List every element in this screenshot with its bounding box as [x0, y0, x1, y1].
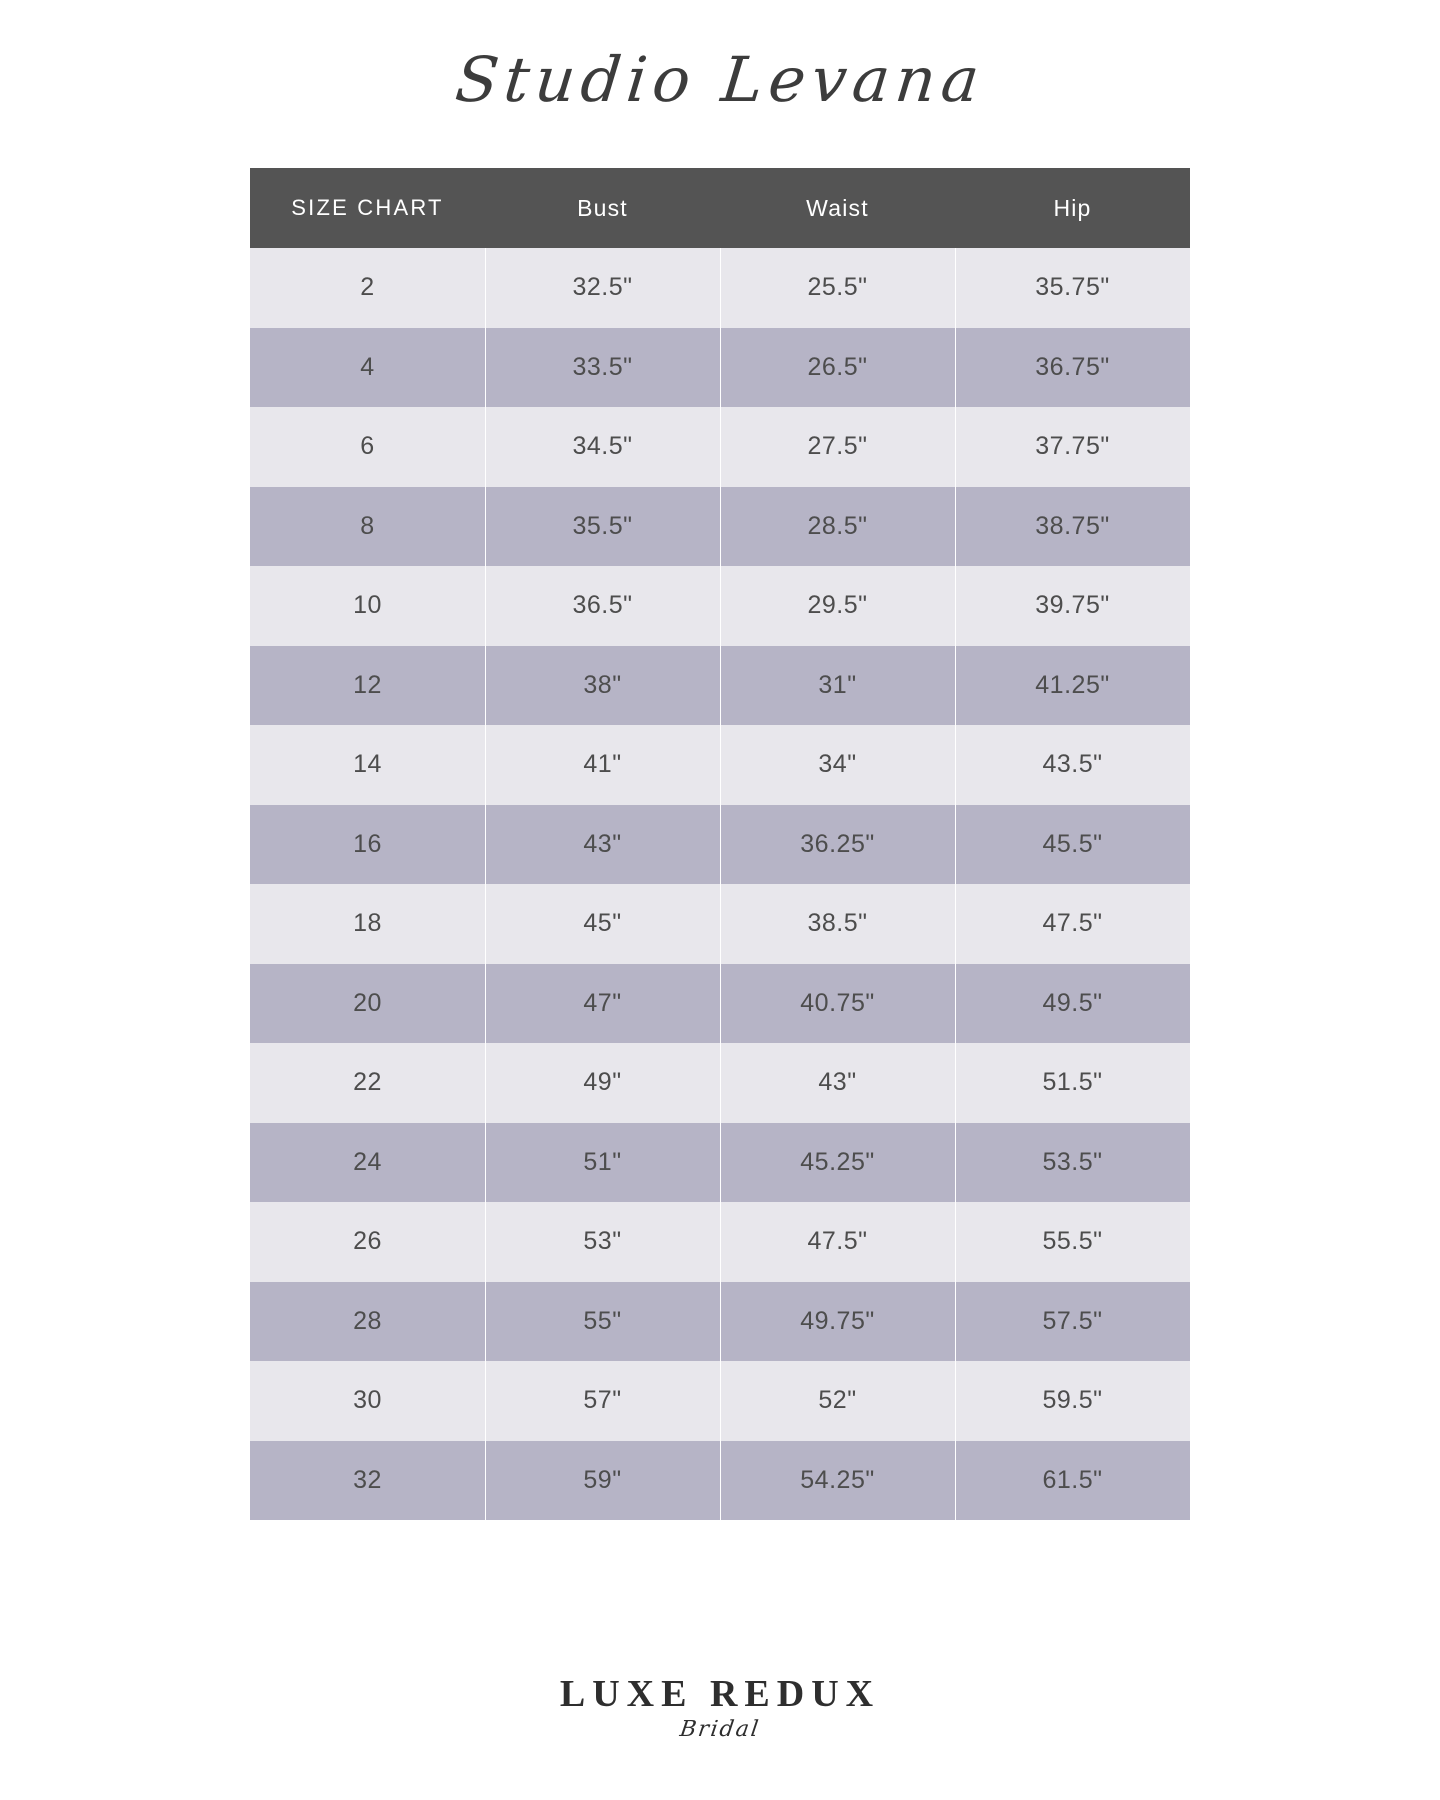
cell-hip: 38.75" — [955, 487, 1190, 567]
cell-size: 4 — [250, 328, 485, 408]
cell-size: 18 — [250, 884, 485, 964]
cell-bust: 53" — [485, 1202, 720, 1282]
cell-waist: 34" — [720, 725, 955, 805]
cell-hip: 36.75" — [955, 328, 1190, 408]
size-chart-table — [250, 168, 1190, 1520]
cell-waist: 49.75" — [720, 1282, 955, 1362]
table-row — [250, 248, 1190, 328]
cell-bust: 33.5" — [485, 328, 720, 408]
cell-hip: 51.5" — [955, 1043, 1190, 1123]
cell-hip: 55.5" — [955, 1202, 1190, 1282]
table-header — [250, 168, 1190, 248]
table-row — [250, 1123, 1190, 1203]
size-chart-table-wrapper — [250, 168, 1190, 1520]
cell-bust: 57" — [485, 1361, 720, 1441]
cell-waist: 28.5" — [720, 487, 955, 567]
cell-waist: 52" — [720, 1361, 955, 1441]
cell-waist: 31" — [720, 646, 955, 726]
cell-hip: 41.25" — [955, 646, 1190, 726]
cell-hip: 61.5" — [955, 1441, 1190, 1521]
table-row — [250, 646, 1190, 726]
cell-size: 32 — [250, 1441, 485, 1521]
cell-hip: 43.5" — [955, 725, 1190, 805]
table-row — [250, 566, 1190, 646]
cell-size: 24 — [250, 1123, 485, 1203]
table-row — [250, 1282, 1190, 1362]
header-row — [250, 168, 1190, 248]
table-row — [250, 1361, 1190, 1441]
cell-waist: 36.25" — [720, 805, 955, 885]
cell-bust: 59" — [485, 1441, 720, 1521]
cell-waist: 43" — [720, 1043, 955, 1123]
cell-bust: 35.5" — [485, 487, 720, 567]
cell-bust: 41" — [485, 725, 720, 805]
table-row — [250, 725, 1190, 805]
cell-bust: 49" — [485, 1043, 720, 1123]
footer-logo — [0, 1675, 1440, 1742]
cell-bust: 47" — [485, 964, 720, 1044]
cell-waist: 47.5" — [720, 1202, 955, 1282]
cell-bust: 45" — [485, 884, 720, 964]
cell-hip: 47.5" — [955, 884, 1190, 964]
cell-size: 16 — [250, 805, 485, 885]
cell-waist: 38.5" — [720, 884, 955, 964]
footer-logo-main: LUXE REDUX — [559, 1673, 881, 1715]
cell-hip: 45.5" — [955, 805, 1190, 885]
cell-waist: 27.5" — [720, 407, 955, 487]
cell-size: 6 — [250, 407, 485, 487]
cell-bust: 43" — [485, 805, 720, 885]
cell-bust: 55" — [485, 1282, 720, 1362]
brand-wordmark: Studio Levana — [451, 42, 989, 116]
cell-bust: 34.5" — [485, 407, 720, 487]
table-row — [250, 407, 1190, 487]
cell-size: 12 — [250, 646, 485, 726]
cell-hip: 57.5" — [955, 1282, 1190, 1362]
cell-size: 14 — [250, 725, 485, 805]
cell-size: 2 — [250, 248, 485, 328]
cell-waist: 29.5" — [720, 566, 955, 646]
column-header-hip: Hip — [955, 168, 1190, 248]
table-row — [250, 1043, 1190, 1123]
cell-bust: 32.5" — [485, 248, 720, 328]
cell-bust: 51" — [485, 1123, 720, 1203]
cell-waist: 45.25" — [720, 1123, 955, 1203]
cell-size: 10 — [250, 566, 485, 646]
cell-waist: 26.5" — [720, 328, 955, 408]
cell-size: 26 — [250, 1202, 485, 1282]
cell-hip: 39.75" — [955, 566, 1190, 646]
cell-hip: 35.75" — [955, 248, 1190, 328]
column-header-size: SIZE CHART — [250, 168, 485, 248]
brand-header — [0, 24, 1440, 134]
column-header-waist: Waist — [720, 168, 955, 248]
cell-hip: 59.5" — [955, 1361, 1190, 1441]
table-row — [250, 805, 1190, 885]
cell-size: 28 — [250, 1282, 485, 1362]
cell-size: 30 — [250, 1361, 485, 1441]
cell-hip: 37.75" — [955, 407, 1190, 487]
cell-bust: 36.5" — [485, 566, 720, 646]
table-row — [250, 1441, 1190, 1521]
footer-logo-sub: Bridal — [678, 1717, 762, 1742]
column-header-bust: Bust — [485, 168, 720, 248]
cell-hip: 53.5" — [955, 1123, 1190, 1203]
cell-size: 22 — [250, 1043, 485, 1123]
cell-hip: 49.5" — [955, 964, 1190, 1044]
table-row — [250, 487, 1190, 567]
table-row — [250, 328, 1190, 408]
cell-size: 8 — [250, 487, 485, 567]
table-row — [250, 884, 1190, 964]
cell-bust: 38" — [485, 646, 720, 726]
table-row — [250, 1202, 1190, 1282]
table-body — [250, 248, 1190, 1520]
cell-waist: 25.5" — [720, 248, 955, 328]
table-row — [250, 964, 1190, 1044]
cell-size: 20 — [250, 964, 485, 1044]
cell-waist: 40.75" — [720, 964, 955, 1044]
cell-waist: 54.25" — [720, 1441, 955, 1521]
